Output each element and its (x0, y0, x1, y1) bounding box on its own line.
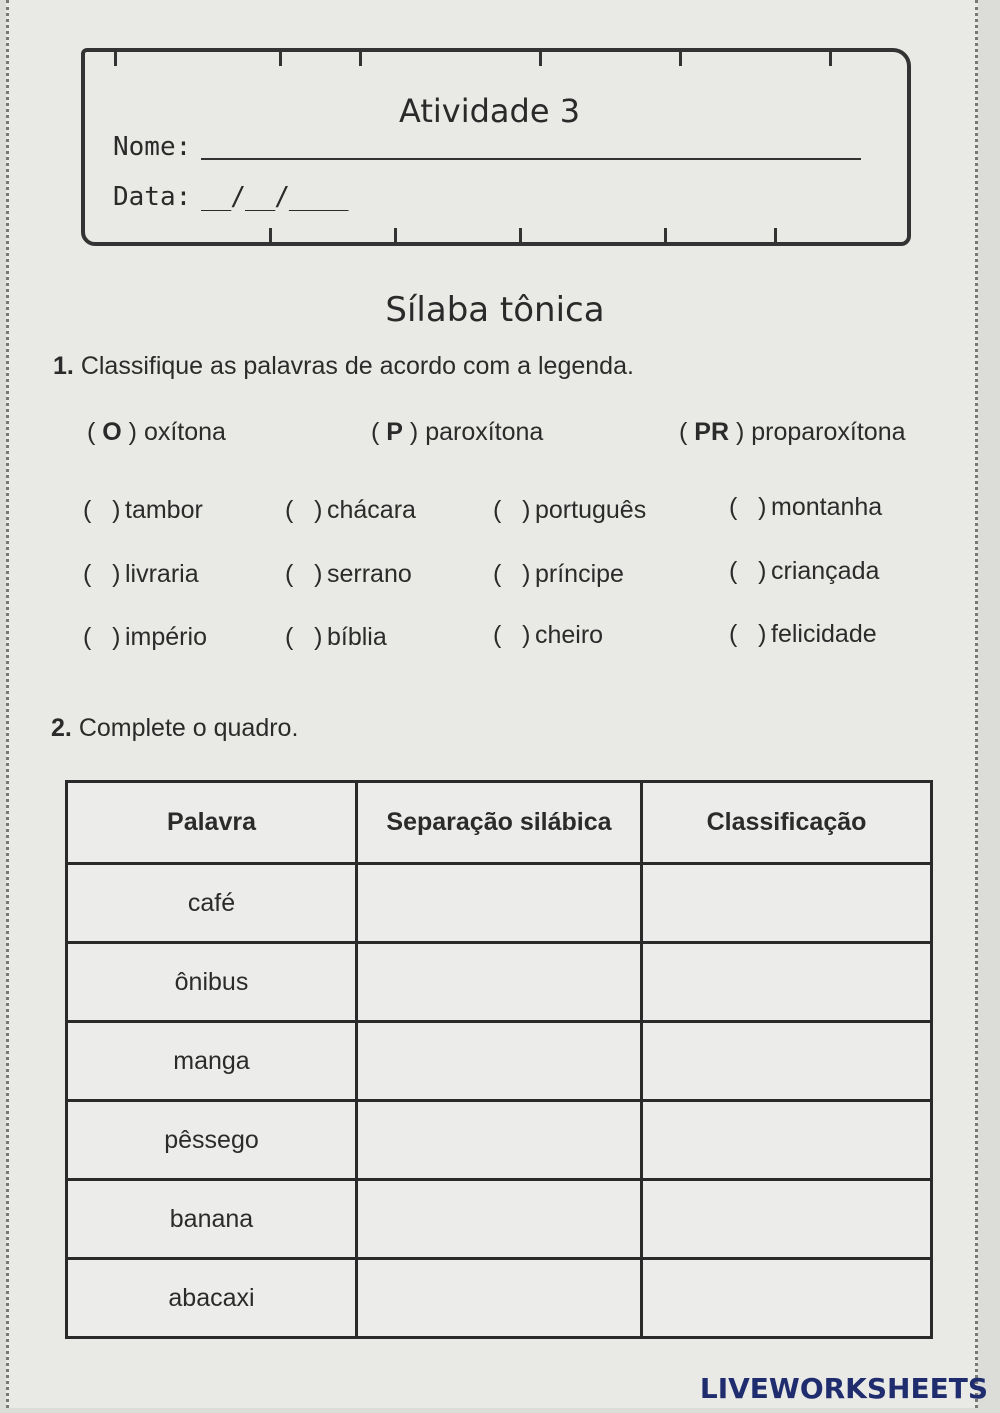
word-cell: manga (67, 1022, 357, 1101)
page-title: Sílaba tônica (385, 290, 605, 330)
question-1: 1. Classifique as palavras de acordo com a legenda. (53, 352, 634, 380)
syllable-table (65, 780, 933, 1339)
liveworksheets-logo: LIVEWORKSHEETS (699, 1372, 988, 1405)
classification-input[interactable] (642, 1180, 932, 1259)
word-item[interactable]: ( ) português (493, 496, 647, 524)
separation-input[interactable] (357, 864, 642, 943)
table-header-row (67, 782, 932, 864)
word-item[interactable]: ( ) império (83, 623, 207, 651)
activity-title: Atividade 3 (399, 92, 581, 130)
legend-oxitona: ( O ) oxítona (87, 418, 226, 446)
table-row (67, 943, 932, 1022)
date-field[interactable]: __/__/____ (201, 182, 348, 212)
word-cell: banana (67, 1180, 357, 1259)
word-item[interactable]: ( ) criançada (729, 557, 880, 585)
word-item[interactable]: ( ) chácara (285, 496, 416, 524)
classification-input[interactable] (642, 943, 932, 1022)
table-row (67, 1022, 932, 1101)
word-item[interactable]: ( ) bíblia (285, 623, 387, 651)
legend-paroxitona: ( P ) paroxítona (371, 418, 544, 446)
classification-input[interactable] (642, 1101, 932, 1180)
table-row (67, 1180, 932, 1259)
word-item[interactable]: ( ) serrano (285, 560, 412, 588)
classification-input[interactable] (642, 864, 932, 943)
classification-input[interactable] (642, 1259, 932, 1338)
word-item[interactable]: ( ) príncipe (493, 560, 624, 588)
header-palavra: Palavra (67, 782, 357, 864)
separation-input[interactable] (357, 1022, 642, 1101)
header-frame (81, 48, 911, 246)
word-item[interactable]: ( ) livraria (83, 560, 199, 588)
worksheet-page (6, 0, 978, 1408)
word-cell: pêssego (67, 1101, 357, 1180)
separation-input[interactable] (357, 1259, 642, 1338)
header-classificacao: Classificação (642, 782, 932, 864)
separation-input[interactable] (357, 1101, 642, 1180)
legend-proparoxitona: ( PR ) proparoxítona (679, 418, 906, 446)
name-label: Nome: (113, 132, 192, 162)
word-cell: ônibus (67, 943, 357, 1022)
word-item[interactable]: ( ) montanha (729, 493, 883, 521)
header-separacao: Separação silábica (357, 782, 642, 864)
separation-input[interactable] (357, 943, 642, 1022)
word-cell: café (67, 864, 357, 943)
table-row (67, 864, 932, 943)
classification-input[interactable] (642, 1022, 932, 1101)
name-field[interactable] (201, 158, 861, 160)
date-label: Data: (113, 182, 192, 212)
table-row (67, 1259, 932, 1338)
separation-input[interactable] (357, 1180, 642, 1259)
question-2: 2. Complete o quadro. (51, 714, 299, 742)
word-item[interactable]: ( ) tambor (83, 496, 203, 524)
word-item[interactable]: ( ) cheiro (493, 621, 604, 649)
table-row (67, 1101, 932, 1180)
word-item[interactable]: ( ) felicidade (729, 620, 877, 648)
word-cell: abacaxi (67, 1259, 357, 1338)
